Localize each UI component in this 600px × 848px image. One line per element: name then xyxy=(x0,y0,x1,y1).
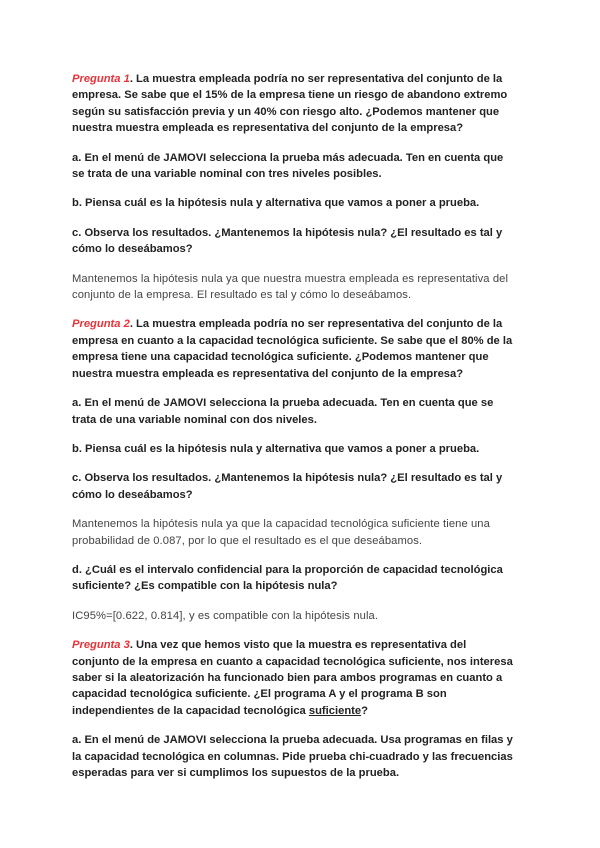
question-2-item-b: b. Piensa cuál es la hipótesis nula y alternativa que vamos a poner a prueba. xyxy=(72,442,480,455)
question-1-statement xyxy=(72,71,515,137)
question-2-item-c: c. Observa los resultados. ¿Mantenemos la hipótesis nula? ¿El resultado es tal y cómo lo deseábamos? xyxy=(72,472,503,501)
question-2-answer: Mantenemos la hipótesis nula ya que la capacidad tecnológica suficiente tiene una probabilidad de 0.087, por lo que el resultado es el que deseábamos. xyxy=(72,518,490,547)
question-2-label: Pregunta 2 xyxy=(72,318,130,331)
question-2-answer-d: IC95%=[0.622, 0.814], y es compatible con la hipótesis nula. xyxy=(72,609,379,622)
question-1-item-a: a. En el menú de JAMOVI selecciona la prueba más adecuada. Ten en cuenta que se trata de una variable nominal con tres niveles posibles. xyxy=(72,151,504,181)
question-1-item-c: c. Observa los resultados. ¿Mantenemos la hipótesis nula? ¿El resultado es tal y cómo lo deseábamos? xyxy=(72,226,503,256)
question-1-answer: Mantenemos la hipótesis nula ya que nuestra muestra empleada es representativa del conjunto de la empresa. El resultado es tal y cómo lo deseábamos. xyxy=(72,272,509,302)
question-2-statement xyxy=(72,316,515,382)
question-3-label: Pregunta 3 xyxy=(72,639,130,652)
question-2-text: . La muestra empleada podría no ser representativa del conjunto de la empresa en cuanto a la capacidad tecnológica suficiente. Se sabe que el 80% de la empresa tiene una capacidad tecnológica suficiente. ¿Podemos mantener que nuestra muestra empleada es representativa del conjunto de la empresa? xyxy=(72,318,513,380)
question-2-item-d: d. ¿Cuál es el intervalo confidencial para la proporción de capacidad tecnológica suficiente? ¿Es compatible con la hipótesis nula? xyxy=(72,563,503,593)
question-3-statement xyxy=(72,637,515,719)
question-1-item-b: b. Piensa cuál es la hipótesis nula y alternativa que vamos a poner a prueba. xyxy=(72,197,480,210)
question-3-item-a: a. En el menú de JAMOVI selecciona la prueba adecuada. Usa programas en filas y la capacidad tecnológica en columnas. Pide prueba chi-cuadrado y las frecuencias esperadas para ver si cumplimos los supuestos de la prueba. xyxy=(72,734,513,779)
question-1-text: . La muestra empleada podría no ser representativa del conjunto de la empresa. Se sabe que el 15% de la empresa tiene un riesgo de abandono extremo según su satisfacción previa y un 40% con riesgo alto. ¿Podemos mantener que nuestra muestra empleada es representativa del conjunto de la empresa? xyxy=(72,73,508,135)
question-3-underlined-word: suficiente xyxy=(308,704,362,717)
question-3-text-end: ? xyxy=(361,704,368,717)
question-1-label: Pregunta 1 xyxy=(72,73,130,85)
question-2-item-a: a. En el menú de JAMOVI selecciona la prueba adecuada. Ten en cuenta que se trata de una variable nominal con dos niveles. xyxy=(72,397,494,426)
question-3-text: . Una vez que hemos visto que la muestra es representativa del conjunto de la empresa en cuanto a capacidad tecnológica suficiente, nos interesa saber si la aleatorización ha funcionado bien para ambos programas en cuanto a capacidad tecnológica suficiente. ¿El programa A y el programa B son independientes de la capacidad tecnológica xyxy=(72,639,513,717)
